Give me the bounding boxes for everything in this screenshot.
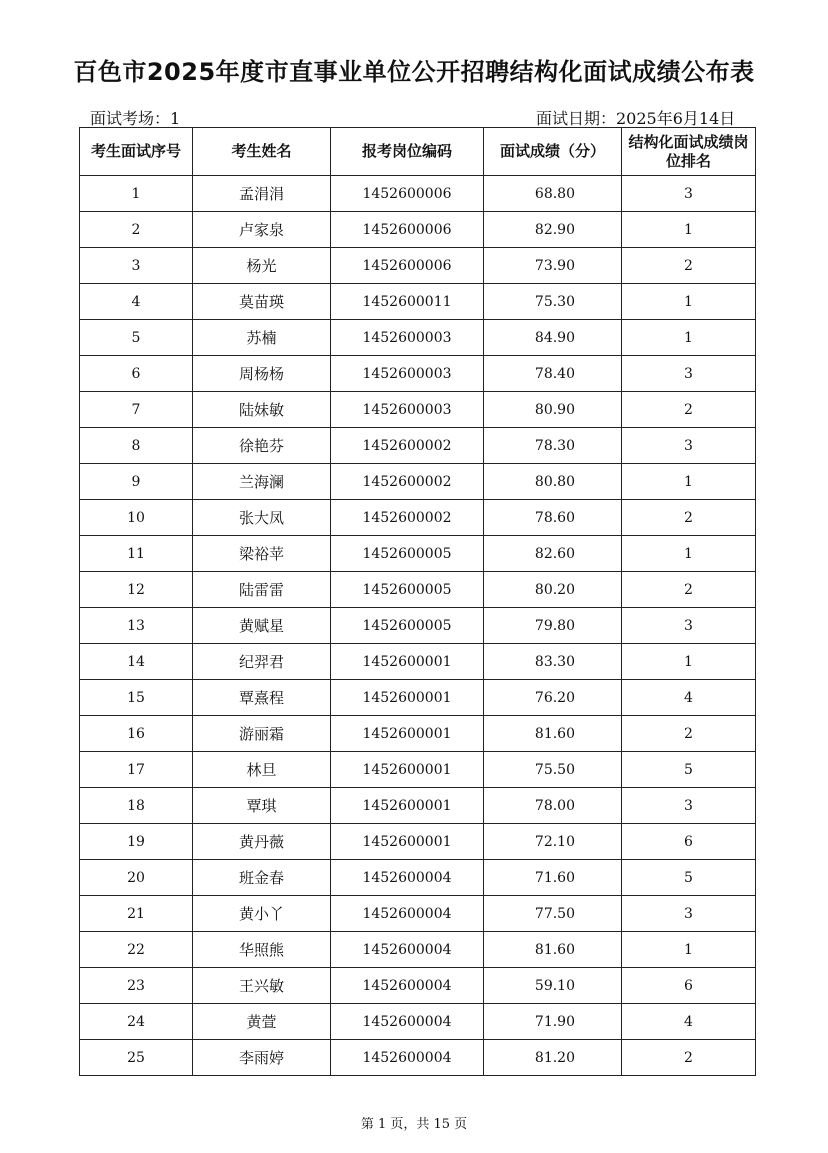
table-row [80,716,756,752]
cell-code: 1452600001 [331,824,484,860]
cell-rank: 3 [622,176,756,212]
cell-no: 3 [80,248,193,284]
cell-code: 1452600001 [331,680,484,716]
table-row [80,1004,756,1040]
cell-rank: 1 [622,932,756,968]
cell-score: 84.90 [484,320,622,356]
cell-name: 李雨婷 [193,1040,331,1076]
cell-no: 21 [80,896,193,932]
score-table [79,127,756,1076]
cell-no: 4 [80,284,193,320]
cell-no: 20 [80,860,193,896]
table-row [80,536,756,572]
cell-rank: 1 [622,644,756,680]
cell-rank: 2 [622,716,756,752]
cell-rank: 4 [622,680,756,716]
cell-name: 游丽霜 [193,716,331,752]
cell-rank: 5 [622,752,756,788]
cell-name: 王兴敏 [193,968,331,1004]
cell-score: 83.30 [484,644,622,680]
page-title: 百色市2025年度市直事业单位公开招聘结构化面试成绩公布表 [73,58,755,86]
cell-no: 9 [80,464,193,500]
cell-name: 覃琪 [193,788,331,824]
cell-rank: 3 [622,356,756,392]
cell-score: 78.40 [484,356,622,392]
cell-no: 10 [80,500,193,536]
table-row [80,752,756,788]
cell-code: 1452600004 [331,1004,484,1040]
cell-code: 1452600004 [331,1040,484,1076]
cell-rank: 3 [622,788,756,824]
cell-code: 1452600001 [331,788,484,824]
cell-code: 1452600002 [331,464,484,500]
cell-rank: 6 [622,968,756,1004]
table-row [80,176,756,212]
cell-name: 兰海澜 [193,464,331,500]
cell-name: 陆妹敏 [193,392,331,428]
cell-rank: 1 [622,320,756,356]
cell-no: 8 [80,428,193,464]
table-row [80,572,756,608]
cell-no: 2 [80,212,193,248]
cell-score: 79.80 [484,608,622,644]
cell-name: 杨光 [193,248,331,284]
table-row [80,428,756,464]
cell-code: 1452600005 [331,572,484,608]
table-row [80,608,756,644]
cell-name: 徐艳芬 [193,428,331,464]
table-row [80,860,756,896]
cell-rank: 1 [622,464,756,500]
table-header-row [80,128,756,176]
cell-rank: 4 [622,1004,756,1040]
cell-score: 71.60 [484,860,622,896]
table-row [80,212,756,248]
cell-code: 1452600005 [331,536,484,572]
cell-code: 1452600006 [331,176,484,212]
table-row [80,788,756,824]
cell-no: 14 [80,644,193,680]
cell-name: 黄赋星 [193,608,331,644]
cell-name: 莫苗瑛 [193,284,331,320]
cell-rank: 2 [622,500,756,536]
cell-rank: 2 [622,572,756,608]
cell-no: 23 [80,968,193,1004]
exam-room: 面试考场：1 [90,109,181,128]
cell-code: 1452600004 [331,932,484,968]
cell-name: 卢家泉 [193,212,331,248]
cell-name: 黄萱 [193,1004,331,1040]
column-header-code: 报考岗位编码 [331,128,484,176]
cell-no: 15 [80,680,193,716]
cell-score: 68.80 [484,176,622,212]
exam-date: 面试日期：2025年6月14日 [536,109,736,128]
cell-score: 77.50 [484,896,622,932]
cell-code: 1452600011 [331,284,484,320]
cell-rank: 2 [622,1040,756,1076]
cell-code: 1452600004 [331,968,484,1004]
cell-score: 59.10 [484,968,622,1004]
cell-no: 17 [80,752,193,788]
cell-score: 71.90 [484,1004,622,1040]
cell-code: 1452600003 [331,356,484,392]
cell-no: 16 [80,716,193,752]
cell-score: 81.20 [484,1040,622,1076]
table-row [80,824,756,860]
cell-rank: 6 [622,824,756,860]
cell-score: 75.30 [484,284,622,320]
cell-score: 78.30 [484,428,622,464]
column-header-name: 考生姓名 [193,128,331,176]
cell-code: 1452600002 [331,428,484,464]
table-row [80,392,756,428]
cell-code: 1452600006 [331,212,484,248]
table-row [80,644,756,680]
cell-rank: 2 [622,392,756,428]
cell-code: 1452600003 [331,320,484,356]
table-row [80,356,756,392]
cell-name: 林旦 [193,752,331,788]
column-header-score: 面试成绩（分） [484,128,622,176]
cell-code: 1452600004 [331,896,484,932]
cell-score: 75.50 [484,752,622,788]
cell-score: 81.60 [484,716,622,752]
cell-name: 华照熊 [193,932,331,968]
cell-score: 82.90 [484,212,622,248]
table-row [80,932,756,968]
cell-code: 1452600003 [331,392,484,428]
cell-code: 1452600004 [331,860,484,896]
cell-name: 周杨杨 [193,356,331,392]
cell-rank: 1 [622,212,756,248]
cell-score: 73.90 [484,248,622,284]
cell-no: 5 [80,320,193,356]
cell-code: 1452600001 [331,716,484,752]
cell-no: 22 [80,932,193,968]
cell-no: 19 [80,824,193,860]
cell-rank: 3 [622,428,756,464]
cell-score: 78.00 [484,788,622,824]
column-header-rank: 结构化面试成绩岗位排名 [622,128,756,176]
table-row [80,896,756,932]
cell-name: 黄丹薇 [193,824,331,860]
cell-no: 7 [80,392,193,428]
cell-code: 1452600006 [331,248,484,284]
cell-code: 1452600002 [331,500,484,536]
cell-no: 6 [80,356,193,392]
table-row [80,284,756,320]
cell-score: 76.20 [484,680,622,716]
cell-score: 80.20 [484,572,622,608]
cell-no: 18 [80,788,193,824]
cell-rank: 1 [622,536,756,572]
cell-rank: 1 [622,284,756,320]
cell-no: 24 [80,1004,193,1040]
cell-rank: 5 [622,860,756,896]
cell-name: 班金春 [193,860,331,896]
table-row [80,680,756,716]
cell-rank: 3 [622,608,756,644]
table-row [80,320,756,356]
cell-name: 苏楠 [193,320,331,356]
cell-name: 陆雷雷 [193,572,331,608]
cell-score: 72.10 [484,824,622,860]
cell-no: 11 [80,536,193,572]
cell-score: 80.90 [484,392,622,428]
cell-rank: 3 [622,896,756,932]
table-row [80,968,756,1004]
cell-no: 12 [80,572,193,608]
cell-score: 78.60 [484,500,622,536]
cell-no: 25 [80,1040,193,1076]
table-row [80,500,756,536]
cell-code: 1452600001 [331,644,484,680]
cell-score: 82.60 [484,536,622,572]
cell-score: 80.80 [484,464,622,500]
cell-name: 覃熹程 [193,680,331,716]
cell-code: 1452600005 [331,608,484,644]
cell-name: 黄小丫 [193,896,331,932]
cell-name: 纪羿君 [193,644,331,680]
cell-name: 孟涓涓 [193,176,331,212]
table-row [80,1040,756,1076]
cell-name: 梁裕苹 [193,536,331,572]
cell-name: 张大凤 [193,500,331,536]
cell-no: 13 [80,608,193,644]
table-row [80,464,756,500]
cell-no: 1 [80,176,193,212]
column-header-no: 考生面试序号 [80,128,193,176]
page-footer: 第 1 页，共 15 页 [360,1117,468,1132]
cell-code: 1452600001 [331,752,484,788]
cell-rank: 2 [622,248,756,284]
cell-score: 81.60 [484,932,622,968]
table-row [80,248,756,284]
